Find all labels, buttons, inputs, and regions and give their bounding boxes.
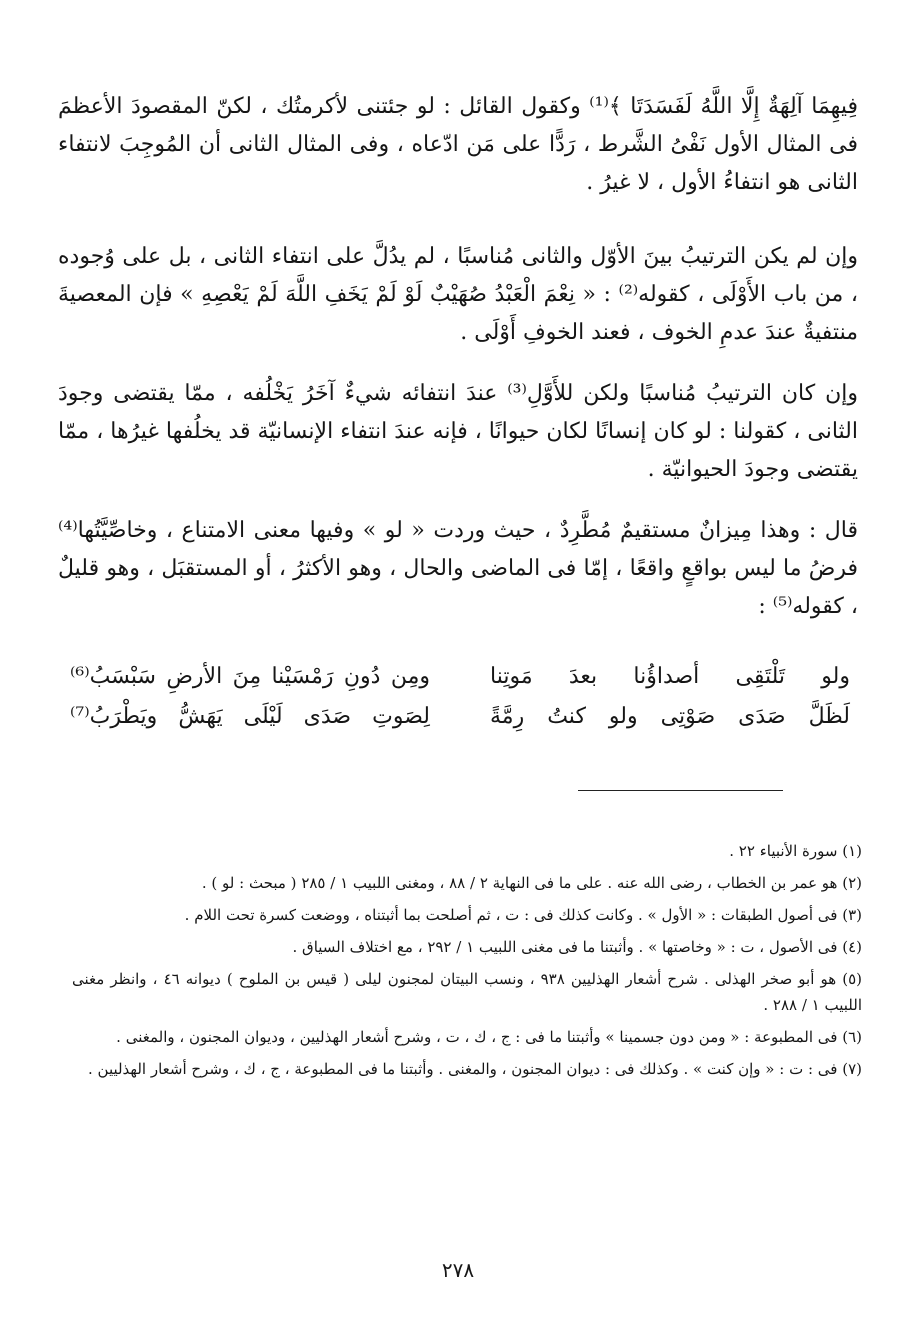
footnote-6: (٦) فى المطبوعة : « ومن دون جسمينا » وأثبتنا ما فى : ج ، ك ، ت ، وشرح أشعار الهذليين ، وديوان المجنون ، والمغنى .	[116, 1028, 862, 1046]
verse-1-second-hemistich: ومِن دُونِ رَمْسَيْنا مِنَ الأرضِ سَبْسَبُ⁽⁶⁾	[70, 664, 430, 689]
paragraph-4: قال : وهذا مِيزانٌ مستقيمٌ مُطَّرِدٌ ، حيث وردت « لو » وفيها معنى الامتناع ، وخاصِّيَّتُها⁽⁴⁾ فرضُ ما ليس بواقعٍ واقعًا ، إمّا فى الماضى والحال ، وهو الأكثرُ ، أو المستقبَل ، وهو قليلٌ ، كقوله⁽⁵⁾ :	[58, 518, 858, 619]
poem-verse-1	[70, 657, 850, 697]
poem-verse-2	[70, 697, 850, 737]
footnote-7: (٧) فى : ت : « وإن كنت » . وكذلك فى : ديوان المجنون ، والمغنى . وأثبتنا ما فى المطبوعة ، ج ، ك ، وشرح أشعار الهذليين .	[87, 1060, 862, 1078]
footnotes-list	[72, 838, 862, 1088]
paragraph-1: فِيهِمَا آلِهَةٌ إِلَّا اللَّهُ لَفَسَدَتَا ﴾⁽¹⁾ وكقول القائل : لو جئتنى لأكرمتُك ، لكنّ المقصودَ الأعظمَ فى المثال الأول نَفْىُ الشَّرط ، رَدًّا على مَن ادّعاه ، وفى المثال الثانى أن المُوجِبَ لانتفاء الثانى هو انتفاءُ الأول ، لا غيرُ .	[58, 94, 858, 195]
poem	[70, 657, 850, 737]
page-number: ٢٧٨	[441, 1258, 475, 1282]
footnote-2: (٢) هو عمر بن الخطاب ، رضى الله عنه . على ما فى النهاية ٢ / ٨٨ ، ومغنى اللبيب ١ / ٢٨٥ ( مبحث : لو ) .	[201, 874, 862, 892]
verse-1-first-hemistich: ولو تَلْتَقِى أصداؤُنا بعدَ مَوتِنا	[490, 664, 850, 689]
paragraph-3: وإن كان الترتيبُ مُناسبًا ولكن للأَوَّلِ⁽³⁾ عندَ انتفائه شيءٌ آخَرُ يَخْلُفه ، ممّا يقتضى وجودَ الثانى ، كقولنا : لو كان إنسانًا لكان حيوانًا ، فإنه عندَ انتفاء الإنسانيّة قد يخلُفها غيرُها ، ممّا يقتضى وجودَ الحيوانيّة .	[58, 381, 858, 482]
footnote-3: (٣) فى أصول الطبقات : « الأول » . وكانت كذلك فى : ت ، ثم أصلحت بما أثبتناه ، ووضعت كسرة تحت اللام .	[184, 906, 862, 924]
footnote-5: (٥) هو أبو صخر الهذلى . شرح أشعار الهذليين ٩٣٨ ، ونسب البيتان لمجنون ليلى ( قيس بن الملوح ) ديوانه ٤٦ ، وانظر مغنى اللبيب ١ / ٢٨٨ .	[72, 970, 862, 1014]
footnote-divider	[578, 790, 783, 791]
paragraph-2: وإن لم يكن الترتيبُ بينَ الأوّل والثانى مُناسبًا ، لم يدُلَّ على انتفاء الثانى ، بل على وُجوده ، من باب الأَوْلَى ، كقوله⁽²⁾ : « نِعْمَ الْعَبْدُ صُهَيْبٌ لَوْ لَمْ يَخَفِ اللَّهَ لَمْ يَعْصِهِ » فإن المعصيةَ منتفيةٌ عندَ عدمِ الخوف ، فعند الخوفِ أَوْلَى .	[58, 244, 858, 345]
footnote-4: (٤) فى الأصول ، ت : « وخاصتها » . وأثبتنا ما فى مغنى اللبيب ١ / ٢٩٢ ، مع اختلاف السياق .	[292, 938, 862, 956]
verse-2-first-hemistich: لَظَلَّ صَدَى صَوْتِى ولو كنتُ رِمَّةً	[490, 704, 850, 729]
footnote-1: (١) سورة الأنبياء ٢٢ .	[729, 842, 862, 860]
verse-2-second-hemistich: لِصَوتِ صَدَى لَيْلَى يَهَشُّ ويَطْرَبُ⁽⁷⁾	[70, 704, 430, 729]
